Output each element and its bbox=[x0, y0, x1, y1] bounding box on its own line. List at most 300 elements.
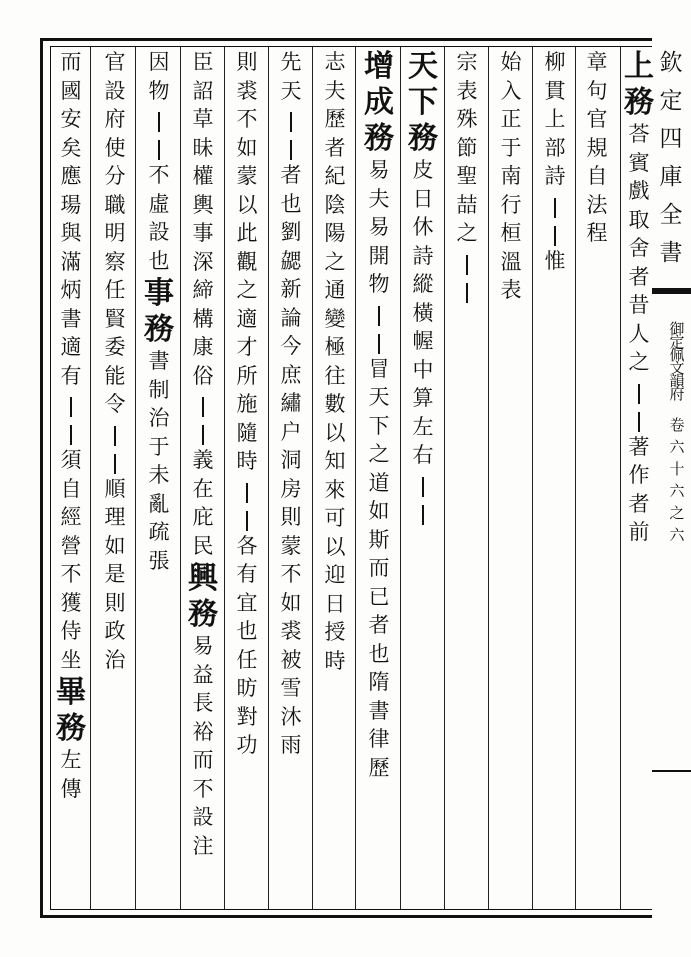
entry-headword-char: 興 bbox=[188, 561, 218, 596]
text-char: 俗 bbox=[192, 363, 214, 388]
text-char: 詩 bbox=[412, 243, 434, 268]
text-char: 節 bbox=[456, 135, 478, 160]
text-char: 之 bbox=[324, 249, 346, 274]
text-char: 詩 bbox=[544, 164, 566, 188]
text-column-9 bbox=[228, 52, 266, 902]
entry-headword-char: 下 bbox=[408, 85, 438, 120]
text-char: 須 bbox=[60, 448, 82, 472]
text-char: 對 bbox=[236, 704, 258, 729]
text-column-5 bbox=[404, 49, 442, 902]
text-char: 數 bbox=[324, 392, 346, 416]
text-char: 則 bbox=[236, 50, 258, 74]
column-rule bbox=[268, 47, 269, 909]
text-char: 以 bbox=[324, 534, 346, 559]
entry-headword-char: 成 bbox=[364, 85, 394, 120]
text-char: 如 bbox=[280, 590, 302, 615]
text-char: 坐 bbox=[60, 647, 82, 672]
text-char: 能 bbox=[104, 363, 126, 388]
column-rule bbox=[444, 47, 445, 909]
text-char: 洞 bbox=[280, 448, 302, 472]
text-char: 與 bbox=[60, 221, 82, 245]
text-char: 程 bbox=[586, 221, 608, 245]
text-char: 南 bbox=[500, 164, 522, 188]
text-char: 官 bbox=[104, 50, 126, 74]
text-char: 荅 bbox=[628, 122, 650, 146]
text-char: 日 bbox=[324, 591, 346, 616]
text-char: 才 bbox=[236, 335, 258, 359]
text-char: 被 bbox=[280, 647, 302, 672]
text-char: 隋 bbox=[368, 670, 390, 694]
text-char: 夫 bbox=[368, 186, 390, 211]
text-column-12 bbox=[96, 52, 134, 902]
text-char: 有 bbox=[236, 562, 258, 586]
text-char: 中 bbox=[412, 357, 434, 382]
text-char: 未 bbox=[148, 463, 170, 487]
text-char: 下 bbox=[368, 413, 390, 438]
text-char: 營 bbox=[60, 533, 82, 558]
volume-char: 六 bbox=[669, 482, 685, 500]
text-char: 隨 bbox=[236, 420, 258, 445]
text-char: 臣 bbox=[192, 50, 214, 74]
column-rule bbox=[180, 47, 181, 909]
text-char: 雪 bbox=[280, 676, 302, 700]
text-char: 律 bbox=[368, 727, 390, 751]
text-char: 自 bbox=[60, 476, 82, 501]
text-char: 易 bbox=[192, 634, 214, 658]
text-char: 往 bbox=[324, 363, 346, 388]
text-char: 喆 bbox=[456, 192, 478, 217]
repeat-mark bbox=[548, 195, 562, 223]
volume-char: 六 bbox=[669, 438, 685, 456]
text-char: 張 bbox=[148, 548, 170, 573]
text-char: 歷 bbox=[324, 107, 346, 131]
text-char: 可 bbox=[324, 506, 346, 530]
text-char: 昔 bbox=[628, 293, 650, 317]
text-char: 因 bbox=[148, 50, 170, 74]
text-char: 昉 bbox=[236, 676, 258, 700]
text-char: 易 bbox=[368, 215, 390, 239]
text-char: 書 bbox=[148, 349, 170, 373]
repeat-mark bbox=[460, 280, 474, 308]
text-char: 殊 bbox=[456, 107, 478, 131]
text-char: 柳 bbox=[544, 50, 566, 74]
entry-headword-char: 務 bbox=[56, 711, 86, 746]
text-char: 沐 bbox=[280, 704, 302, 729]
text-char: 適 bbox=[236, 306, 258, 331]
text-char: 應 bbox=[60, 164, 82, 188]
text-char: 昧 bbox=[192, 135, 214, 160]
text-column-8 bbox=[272, 52, 310, 902]
text-char: 歷 bbox=[368, 755, 390, 780]
subtitle-char: 御 bbox=[669, 320, 685, 338]
text-char: 則 bbox=[104, 590, 126, 615]
text-char: 極 bbox=[324, 335, 346, 359]
title-char: 全 bbox=[659, 202, 683, 228]
text-char: 開 bbox=[368, 243, 390, 268]
text-char: 部 bbox=[544, 135, 566, 160]
text-char: 道 bbox=[368, 470, 390, 495]
text-char: 惟 bbox=[544, 248, 566, 273]
text-char: 書 bbox=[60, 306, 82, 331]
repeat-mark bbox=[152, 109, 166, 137]
text-char: 明 bbox=[104, 221, 126, 245]
text-char: 以 bbox=[324, 420, 346, 445]
repeat-mark bbox=[240, 480, 254, 508]
text-char: 也 bbox=[368, 641, 390, 666]
text-char: 在 bbox=[192, 476, 214, 501]
text-char: 治 bbox=[104, 647, 126, 672]
text-char: 職 bbox=[104, 192, 126, 217]
text-char: 皮 bbox=[412, 158, 434, 182]
text-char: 入 bbox=[500, 78, 522, 103]
text-char: 取 bbox=[628, 207, 650, 232]
column-rule bbox=[224, 47, 225, 909]
repeat-mark bbox=[64, 422, 78, 450]
repeat-mark bbox=[548, 223, 562, 251]
text-char: 疏 bbox=[148, 520, 170, 544]
text-char: 論 bbox=[280, 305, 302, 330]
text-char: 天 bbox=[368, 385, 390, 409]
text-char: 房 bbox=[280, 476, 302, 501]
text-char: 蒙 bbox=[236, 164, 258, 188]
text-char: 法 bbox=[586, 192, 608, 217]
entry-headword-char: 務 bbox=[188, 597, 218, 632]
text-char: 書 bbox=[368, 698, 390, 723]
text-char: 經 bbox=[60, 505, 82, 529]
text-char: 著 bbox=[628, 434, 650, 459]
entry-headword-char: 天 bbox=[408, 49, 438, 84]
text-char: 義 bbox=[192, 448, 214, 472]
text-char: 任 bbox=[104, 278, 126, 302]
text-column-7 bbox=[316, 52, 354, 902]
text-char: 户 bbox=[280, 419, 302, 444]
text-char: 制 bbox=[148, 377, 170, 402]
text-char: 令 bbox=[104, 392, 126, 416]
text-char: 橫 bbox=[412, 300, 434, 325]
text-column-10 bbox=[184, 52, 222, 902]
text-char: 以 bbox=[236, 192, 258, 217]
text-char: 知 bbox=[324, 449, 346, 473]
text-char: 有 bbox=[60, 363, 82, 388]
text-char: 物 bbox=[148, 78, 170, 103]
text-char: 不 bbox=[280, 562, 302, 586]
volume-char: 之 bbox=[669, 504, 685, 522]
text-char: 國 bbox=[60, 78, 82, 103]
text-char: 句 bbox=[586, 78, 608, 103]
text-char: 蒙 bbox=[280, 533, 302, 558]
text-column-6 bbox=[360, 49, 398, 902]
entry-headword-char: 畢 bbox=[56, 675, 86, 710]
title-char: 四 bbox=[659, 126, 683, 152]
repeat-mark bbox=[632, 409, 646, 437]
text-char: 新 bbox=[280, 277, 302, 301]
repeat-mark bbox=[152, 137, 166, 165]
text-char: 宗 bbox=[456, 50, 478, 74]
text-char: 陽 bbox=[324, 221, 346, 245]
text-char: 任 bbox=[236, 647, 258, 672]
text-char: 各 bbox=[236, 533, 258, 558]
text-char: 志 bbox=[324, 50, 346, 74]
text-char: 宜 bbox=[236, 590, 258, 615]
text-char: 戲 bbox=[628, 179, 650, 203]
text-char: 炳 bbox=[60, 278, 82, 302]
text-char: 不 bbox=[236, 107, 258, 131]
text-char: 正 bbox=[500, 107, 522, 131]
text-char: 者 bbox=[280, 163, 302, 187]
column-rule bbox=[488, 47, 489, 909]
text-char: 瑒 bbox=[60, 192, 82, 217]
text-char: 輿 bbox=[192, 192, 214, 217]
repeat-mark bbox=[284, 137, 298, 165]
volume-char: 十 bbox=[669, 460, 685, 478]
text-char: 左 bbox=[412, 414, 434, 439]
entry-headword-char: 務 bbox=[364, 121, 394, 156]
text-char: 注 bbox=[192, 833, 214, 858]
text-char: 變 bbox=[324, 306, 346, 331]
text-char: 通 bbox=[324, 278, 346, 302]
text-char: 而 bbox=[192, 748, 214, 772]
text-char: 紀 bbox=[324, 164, 346, 188]
repeat-mark bbox=[196, 394, 210, 422]
text-char: 迎 bbox=[324, 563, 346, 587]
column-rule bbox=[90, 47, 91, 909]
text-char: 自 bbox=[586, 164, 608, 188]
text-char: 時 bbox=[236, 449, 258, 473]
text-char: 使 bbox=[104, 135, 126, 160]
subtitle-char: 文 bbox=[669, 359, 685, 377]
text-char: 此 bbox=[236, 221, 258, 245]
text-char: 設 bbox=[148, 220, 170, 244]
repeat-mark bbox=[372, 331, 386, 359]
text-char: 委 bbox=[104, 335, 126, 359]
text-char: 今 bbox=[280, 334, 302, 358]
text-char: 矣 bbox=[60, 135, 82, 160]
text-char: 獲 bbox=[60, 590, 82, 615]
text-char: 如 bbox=[236, 135, 258, 160]
text-char: 治 bbox=[148, 406, 170, 430]
text-char: 前 bbox=[628, 520, 650, 544]
text-char: 縱 bbox=[412, 272, 434, 296]
text-char: 休 bbox=[412, 215, 434, 239]
title-char: 庫 bbox=[659, 164, 683, 190]
text-char: 日 bbox=[412, 186, 434, 211]
text-column-4 bbox=[448, 52, 486, 902]
text-char: 是 bbox=[104, 562, 126, 586]
repeat-mark bbox=[196, 422, 210, 450]
text-char: 時 bbox=[324, 648, 346, 673]
text-char: 不 bbox=[60, 562, 82, 586]
title-char: 定 bbox=[659, 88, 683, 114]
text-char: 設 bbox=[104, 78, 126, 103]
text-char: 天 bbox=[280, 78, 302, 103]
text-column-11 bbox=[140, 52, 178, 902]
text-char: 先 bbox=[280, 50, 302, 74]
text-char: 之 bbox=[456, 221, 478, 245]
title-char: 書 bbox=[659, 240, 683, 266]
text-char: 如 bbox=[104, 533, 126, 558]
repeat-mark bbox=[416, 474, 430, 502]
text-char: 安 bbox=[60, 107, 82, 131]
text-char: 事 bbox=[192, 221, 214, 245]
text-char: 表 bbox=[456, 78, 478, 103]
text-char: 賓 bbox=[628, 150, 650, 175]
text-char: 功 bbox=[236, 733, 258, 757]
text-char: 權 bbox=[192, 164, 214, 188]
text-char: 來 bbox=[324, 477, 346, 502]
text-char: 傳 bbox=[60, 776, 82, 801]
text-char: 不 bbox=[192, 776, 214, 801]
text-char: 易 bbox=[368, 158, 390, 182]
text-char: 而 bbox=[368, 556, 390, 580]
volume-char: 六 bbox=[669, 526, 685, 544]
text-char: 舍 bbox=[628, 236, 650, 260]
text-char: 如 bbox=[368, 499, 390, 523]
repeat-mark bbox=[64, 394, 78, 422]
text-char: 者 bbox=[628, 264, 650, 289]
title-char: 欽 bbox=[659, 50, 683, 76]
text-char: 施 bbox=[236, 392, 258, 416]
entry-headword-char: 務 bbox=[144, 312, 174, 347]
text-char: 察 bbox=[104, 249, 126, 274]
text-column-upper-entry bbox=[620, 49, 658, 902]
column-rule bbox=[575, 47, 576, 909]
text-char: 之 bbox=[368, 442, 390, 466]
text-char: 府 bbox=[104, 107, 126, 131]
text-char: 康 bbox=[192, 335, 214, 359]
text-char: 于 bbox=[148, 434, 170, 459]
text-char: 行 bbox=[500, 192, 522, 217]
text-char: 規 bbox=[586, 135, 608, 160]
text-char: 深 bbox=[192, 249, 214, 274]
text-char: 上 bbox=[544, 107, 566, 131]
text-char: 者 bbox=[628, 491, 650, 516]
text-char: 人 bbox=[628, 321, 650, 346]
text-char: 侍 bbox=[60, 619, 82, 643]
text-char: 適 bbox=[60, 335, 82, 359]
text-char: 也 bbox=[236, 619, 258, 643]
subtitle-char: 韻 bbox=[669, 372, 685, 390]
text-char: 夫 bbox=[324, 78, 346, 103]
text-char: 順 bbox=[104, 476, 126, 501]
text-char: 庇 bbox=[192, 505, 214, 529]
entry-headword-char: 增 bbox=[364, 49, 394, 84]
text-char: 劉 bbox=[280, 220, 302, 244]
text-char: 構 bbox=[192, 306, 214, 331]
text-char: 裕 bbox=[192, 719, 214, 744]
subtitle-char: 府 bbox=[669, 385, 685, 403]
entry-headword-char: 事 bbox=[144, 276, 174, 311]
subtitle-char: 定 bbox=[669, 333, 685, 351]
text-column-1 bbox=[578, 52, 616, 902]
text-char: 締 bbox=[192, 278, 214, 302]
text-char: 裘 bbox=[280, 619, 302, 643]
repeat-mark bbox=[108, 423, 122, 451]
text-char: 政 bbox=[104, 619, 126, 643]
repeat-mark bbox=[416, 502, 430, 530]
text-char: 左 bbox=[60, 748, 82, 772]
text-char: 算 bbox=[412, 386, 434, 410]
volume-char: 卷 bbox=[669, 416, 685, 434]
text-char: 則 bbox=[280, 505, 302, 529]
text-char: 勰 bbox=[280, 248, 302, 273]
text-char: 裘 bbox=[236, 78, 258, 103]
text-char: 長 bbox=[192, 691, 214, 715]
text-char: 滿 bbox=[60, 249, 82, 274]
text-char: 理 bbox=[104, 505, 126, 529]
text-char: 民 bbox=[192, 533, 214, 558]
text-char: 表 bbox=[500, 278, 522, 302]
text-char: 幄 bbox=[412, 329, 434, 353]
text-char: 觀 bbox=[236, 249, 258, 274]
text-char: 陰 bbox=[324, 192, 346, 217]
text-char: 于 bbox=[500, 135, 522, 160]
text-char: 者 bbox=[368, 613, 390, 637]
repeat-mark bbox=[632, 381, 646, 409]
text-char: 冒 bbox=[368, 356, 390, 381]
text-char: 虛 bbox=[148, 191, 170, 216]
subtitle-char: 佩 bbox=[669, 346, 685, 364]
text-char: 也 bbox=[280, 191, 302, 216]
text-char: 繡 bbox=[280, 391, 302, 415]
text-char: 而 bbox=[60, 50, 82, 74]
entry-headword-char: 務 bbox=[624, 85, 654, 120]
text-char: 章 bbox=[586, 50, 608, 74]
repeat-mark bbox=[372, 303, 386, 331]
text-char: 草 bbox=[192, 107, 214, 131]
text-char: 之 bbox=[628, 350, 650, 374]
text-char: 所 bbox=[236, 363, 258, 388]
column-rule bbox=[135, 47, 136, 909]
repeat-mark bbox=[284, 109, 298, 137]
column-rule bbox=[400, 47, 401, 909]
entry-headword-char: 上 bbox=[624, 49, 654, 84]
text-char: 賢 bbox=[104, 306, 126, 331]
text-char: 貫 bbox=[544, 78, 566, 103]
text-char: 授 bbox=[324, 620, 346, 644]
text-char: 已 bbox=[368, 584, 390, 609]
text-char: 者 bbox=[324, 135, 346, 160]
text-char: 桓 bbox=[500, 221, 522, 245]
text-char: 益 bbox=[192, 662, 214, 687]
text-char: 分 bbox=[104, 164, 126, 188]
text-char: 始 bbox=[500, 50, 522, 74]
text-char: 之 bbox=[236, 278, 258, 302]
repeat-mark bbox=[460, 252, 474, 280]
text-char: 斯 bbox=[368, 527, 390, 552]
repeat-mark bbox=[108, 451, 122, 479]
text-char: 右 bbox=[412, 443, 434, 467]
text-column-2 bbox=[536, 52, 574, 902]
text-char: 設 bbox=[192, 805, 214, 829]
column-rule bbox=[532, 47, 533, 909]
text-column-13 bbox=[52, 52, 90, 902]
text-char: 作 bbox=[628, 463, 650, 487]
repeat-mark bbox=[240, 508, 254, 536]
text-char: 不 bbox=[148, 163, 170, 187]
text-char: 亂 bbox=[148, 491, 170, 516]
text-char: 物 bbox=[368, 272, 390, 296]
text-char: 雨 bbox=[280, 733, 302, 757]
text-column-3 bbox=[492, 52, 530, 902]
text-char: 詔 bbox=[192, 78, 214, 103]
entry-headword-char: 務 bbox=[408, 121, 438, 156]
text-char: 聖 bbox=[456, 164, 478, 188]
text-char: 官 bbox=[586, 107, 608, 131]
text-char: 也 bbox=[148, 248, 170, 273]
text-char: 溫 bbox=[500, 249, 522, 274]
column-rule bbox=[312, 47, 313, 909]
column-rule bbox=[355, 47, 356, 909]
